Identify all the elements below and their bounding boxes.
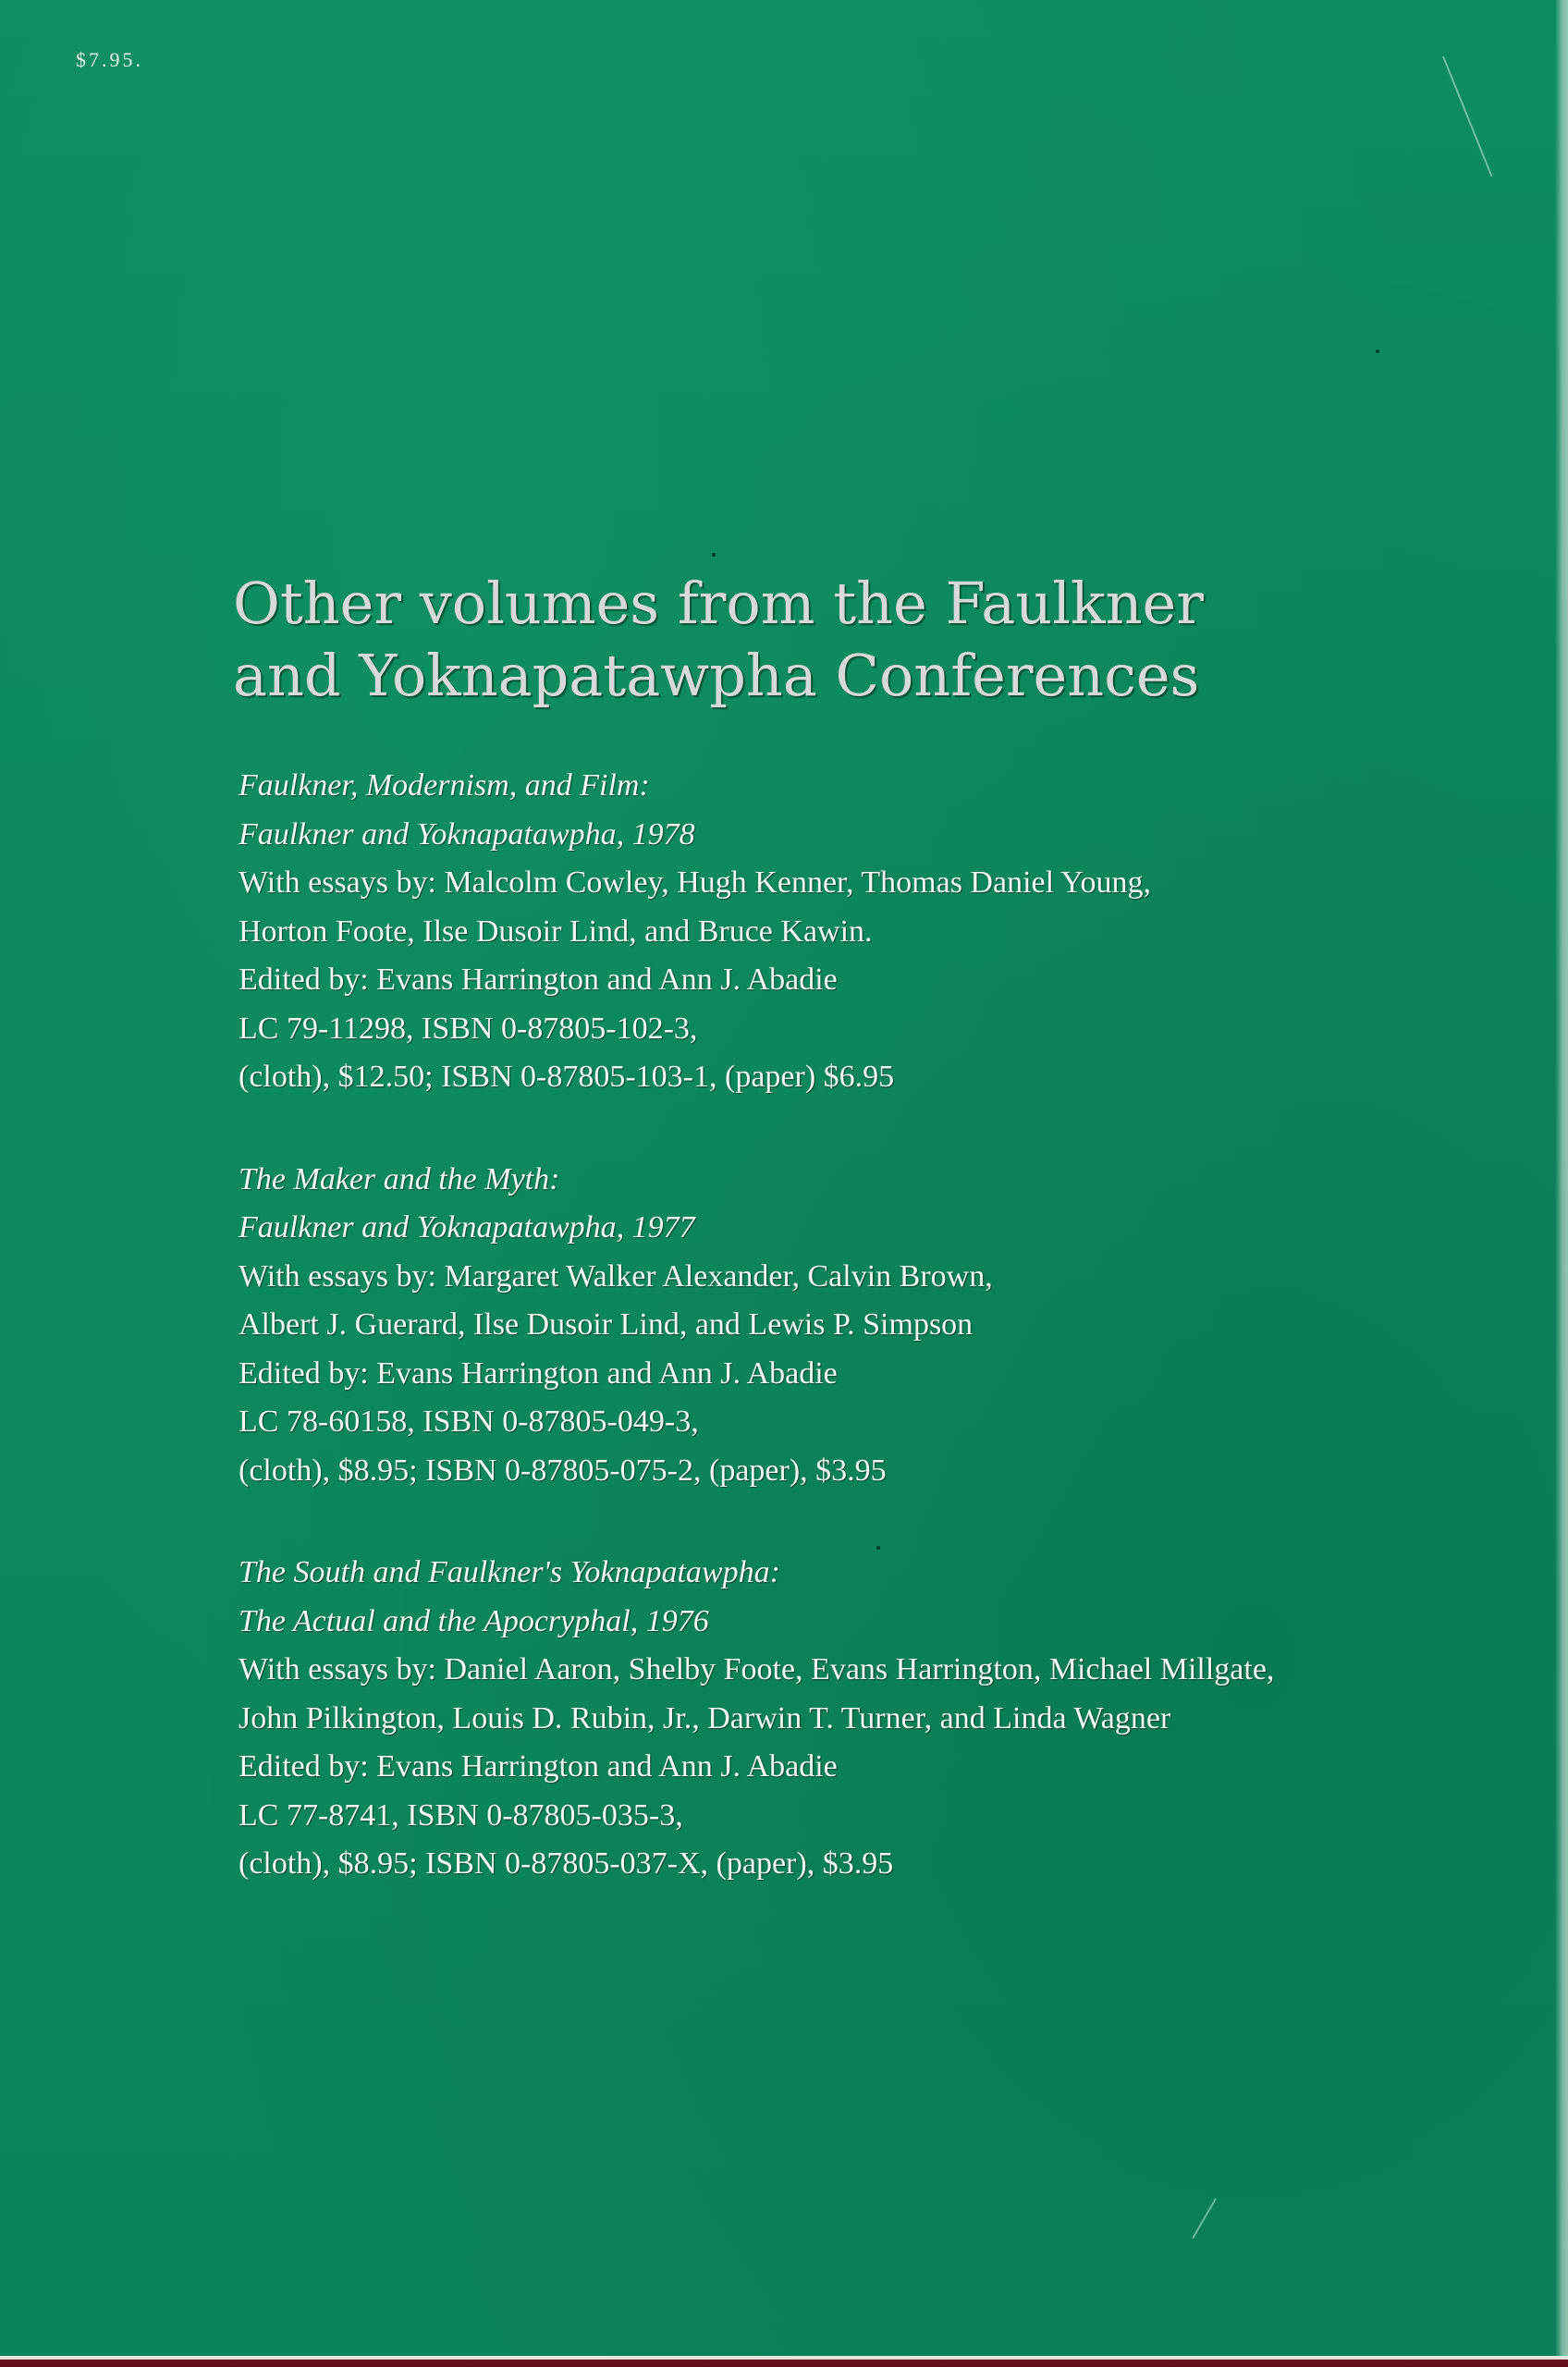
volume-essayists-cont: Horton Foote, Ilse Dusoir Lind, and Bruce Kawin. (239, 914, 873, 949)
volume-editors: Edited by: Evans Harrington and Ann J. Abadie (239, 1749, 838, 1784)
page-title-line-1: Other volumes from the Faulkner (233, 570, 1204, 637)
scratch-mark (1192, 2198, 1217, 2238)
volume-essayists: With essays by: Malcolm Cowley, Hugh Kenner, Thomas Daniel Young, (239, 865, 1151, 900)
volume-editors: Edited by: Evans Harrington and Ann J. Abadie (239, 963, 838, 997)
scratch-mark (1442, 56, 1492, 178)
volume-catalog-info: LC 78-60158, ISBN 0-87805-049-3, (239, 1404, 699, 1439)
volume-pricing: (cloth), $12.50; ISBN 0-87805-103-1, (paper) $6.95 (239, 1060, 895, 1094)
volume-subtitle: Faulkner and Yoknapatawpha, 1977 (239, 1210, 695, 1245)
volume-list (239, 762, 1514, 1943)
volume-subtitle: The Actual and the Apocryphal, 1976 (239, 1603, 709, 1638)
volume-pricing: (cloth), $8.95; ISBN 0-87805-037-X, (paper), $3.95 (239, 1846, 894, 1881)
volume-title: The Maker and the Myth: (239, 1161, 560, 1196)
cover-right-edge-wear (1555, 0, 1568, 2367)
volume-subtitle: Faulkner and Yoknapatawpha, 1978 (239, 816, 695, 852)
volume-essayists-cont: Albert J. Guerard, Ilse Dusoir Lind, and Lewis P. Simpson (239, 1307, 974, 1342)
cover-bottom-edge (0, 2356, 1568, 2367)
speck (712, 553, 716, 557)
volume-title: Faulkner, Modernism, and Film: (239, 768, 650, 803)
volume-essayists-cont: John Pilkington, Louis D. Rubin, Jr., Darwin T. Turner, and Linda Wagner (239, 1700, 1171, 1735)
page-title-line-2: and Yoknapatawpha Conferences (233, 642, 1200, 709)
volume-essayists: With essays by: Daniel Aaron, Shelby Foote, Evans Harrington, Michael Millgate, (239, 1652, 1275, 1686)
page-title (233, 568, 1342, 712)
volume-pricing: (cloth), $8.95; ISBN 0-87805-075-2, (paper), $3.95 (239, 1453, 887, 1488)
volume-entry (239, 1549, 1514, 1889)
volume-entry (239, 762, 1514, 1102)
volume-title: The South and Faulkner's Yoknapatawpha: (239, 1555, 780, 1589)
volume-essayists: With essays by: Margaret Walker Alexander, Calvin Brown, (239, 1258, 993, 1294)
speck (1376, 350, 1379, 353)
cover-price: $7.95. (76, 48, 143, 71)
volume-editors: Edited by: Evans Harrington and Ann J. Abadie (239, 1355, 838, 1391)
volume-catalog-info: LC 79-11298, ISBN 0-87805-102-3, (239, 1011, 698, 1046)
volume-entry (239, 1156, 1514, 1496)
volume-catalog-info: LC 77-8741, ISBN 0-87805-035-3, (239, 1797, 683, 1833)
